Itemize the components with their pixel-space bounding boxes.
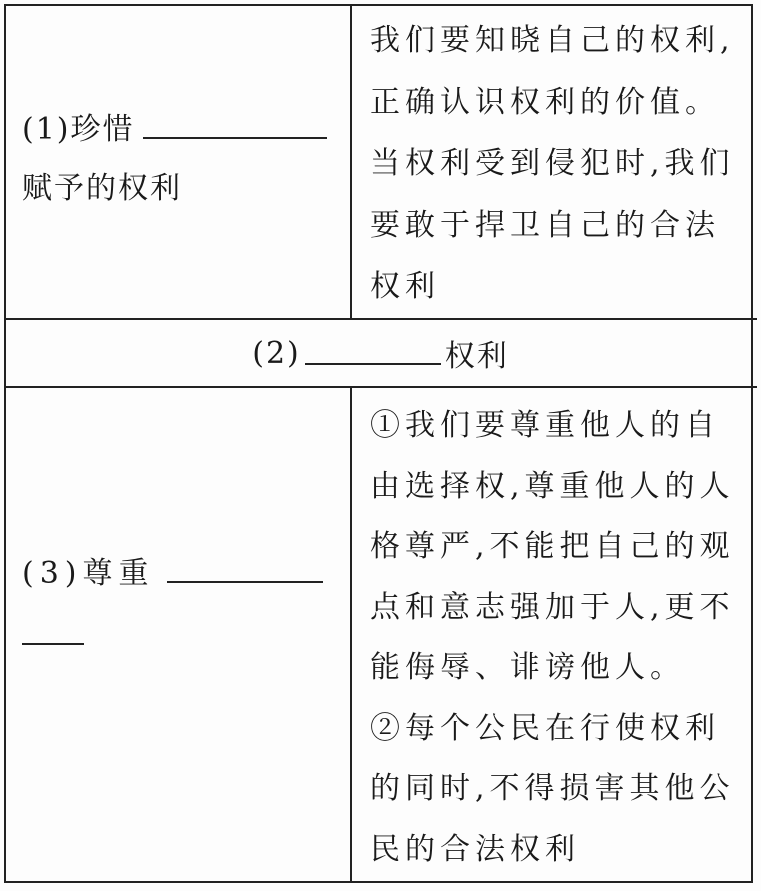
text-line: ②每个公民在行使权利 (370, 710, 720, 746)
row2-suffix: 权利 (444, 339, 509, 374)
text-line: 正确认识权利的价值。 (370, 84, 720, 120)
fill-in-blank (305, 341, 441, 365)
row1-left-line2: 赋予的权利 (22, 171, 182, 206)
text-line: 的同时,不得损害其他公 (370, 771, 735, 806)
row-divider (4, 386, 757, 388)
row2-prefix: (2) (252, 335, 301, 371)
text-line: 点和意志强加于人,更不 (370, 589, 735, 625)
fill-in-blank (22, 613, 84, 645)
fill-in-blank (167, 559, 323, 583)
row1-right-cell (370, 10, 740, 318)
row3-left-prefix: (3)尊重 (22, 556, 155, 591)
row1-left-prefix: (1)珍惜 (22, 112, 135, 147)
text-line: 我们要知晓自己的权利, (370, 23, 735, 58)
text-line: 由选择权,尊重他人的人 (370, 468, 735, 504)
row3-left-line2 (22, 605, 323, 667)
column-divider (350, 386, 352, 883)
text-line: 能侮辱、诽谤他人。 (370, 650, 685, 685)
text-line: 权利 (370, 269, 440, 304)
fill-in-blank (143, 115, 327, 139)
row3-right-cell (370, 396, 740, 880)
text-line: 格尊严,不能把自己的观 (370, 529, 735, 564)
row1-left-cell (22, 99, 327, 220)
text-line: 民的合法权利 (370, 831, 580, 867)
row3-left-cell (22, 543, 323, 667)
column-divider (350, 4, 352, 320)
row2-cell (4, 320, 757, 386)
text-line: 要敢于捍卫自己的合法 (370, 207, 720, 243)
text-line: ①我们要尊重他人的自 (370, 408, 720, 443)
row3-left-line1 (22, 543, 323, 605)
text-line: 当权利受到侵犯时,我们 (370, 146, 735, 181)
row1-left-line1 (22, 99, 327, 161)
